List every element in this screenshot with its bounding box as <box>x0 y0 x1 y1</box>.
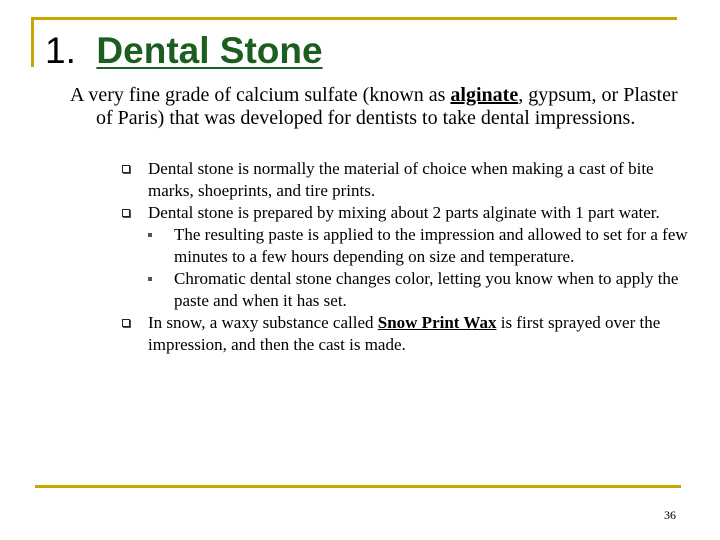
lead-paragraph <box>70 84 690 130</box>
bullet-text-after: is first sprayed over the impression, and then the cast is made. <box>148 313 661 354</box>
frame-top-rule <box>31 17 677 20</box>
lead-text-before: A very fine grade of calcium sulfate (known as <box>70 84 451 106</box>
filled-square-bullet-icon <box>148 233 152 237</box>
bullet-text: Dental stone is prepared by mixing about 2 parts alginate with 1 part water. <box>148 203 660 222</box>
sub-bullet-item <box>148 224 688 268</box>
sub-bullet-item <box>148 268 688 312</box>
bullet-list <box>122 158 688 356</box>
bullet-text: Dental stone is normally the material of choice when making a cast of bite marks, shoeprints, and tire prints. <box>148 159 654 200</box>
snow-print-wax-link[interactable]: Snow Print Wax <box>377 313 497 332</box>
title-text[interactable]: Dental Stone <box>96 30 323 71</box>
hollow-square-bullet-icon <box>122 319 130 327</box>
slide-title <box>45 28 323 74</box>
hollow-square-bullet-icon <box>122 165 130 173</box>
lead-text-after: , gypsum, or Plaster of Paris) that was developed for dentists to take dental impressions. <box>96 84 678 129</box>
sub-bullet-list <box>148 224 688 312</box>
bullet-item <box>122 202 688 312</box>
bullet-item <box>122 158 688 202</box>
page-number: 36 <box>664 508 676 522</box>
sub-bullet-text: The resulting paste is applied to the impression and allowed to set for a few minutes to a few hours depending on size and temperature. <box>174 225 688 266</box>
frame-left-rule <box>31 17 34 67</box>
alginate-link[interactable]: alginate <box>450 84 519 106</box>
sub-bullet-text: Chromatic dental stone changes color, letting you know when to apply the paste and when it has set. <box>174 269 679 310</box>
hollow-square-bullet-icon <box>122 209 130 217</box>
footer-rule <box>35 485 681 488</box>
filled-square-bullet-icon <box>148 277 152 281</box>
bullet-text-before: In snow, a waxy substance called <box>148 313 378 332</box>
bullet-item <box>122 312 688 356</box>
title-number: 1. <box>45 30 76 71</box>
